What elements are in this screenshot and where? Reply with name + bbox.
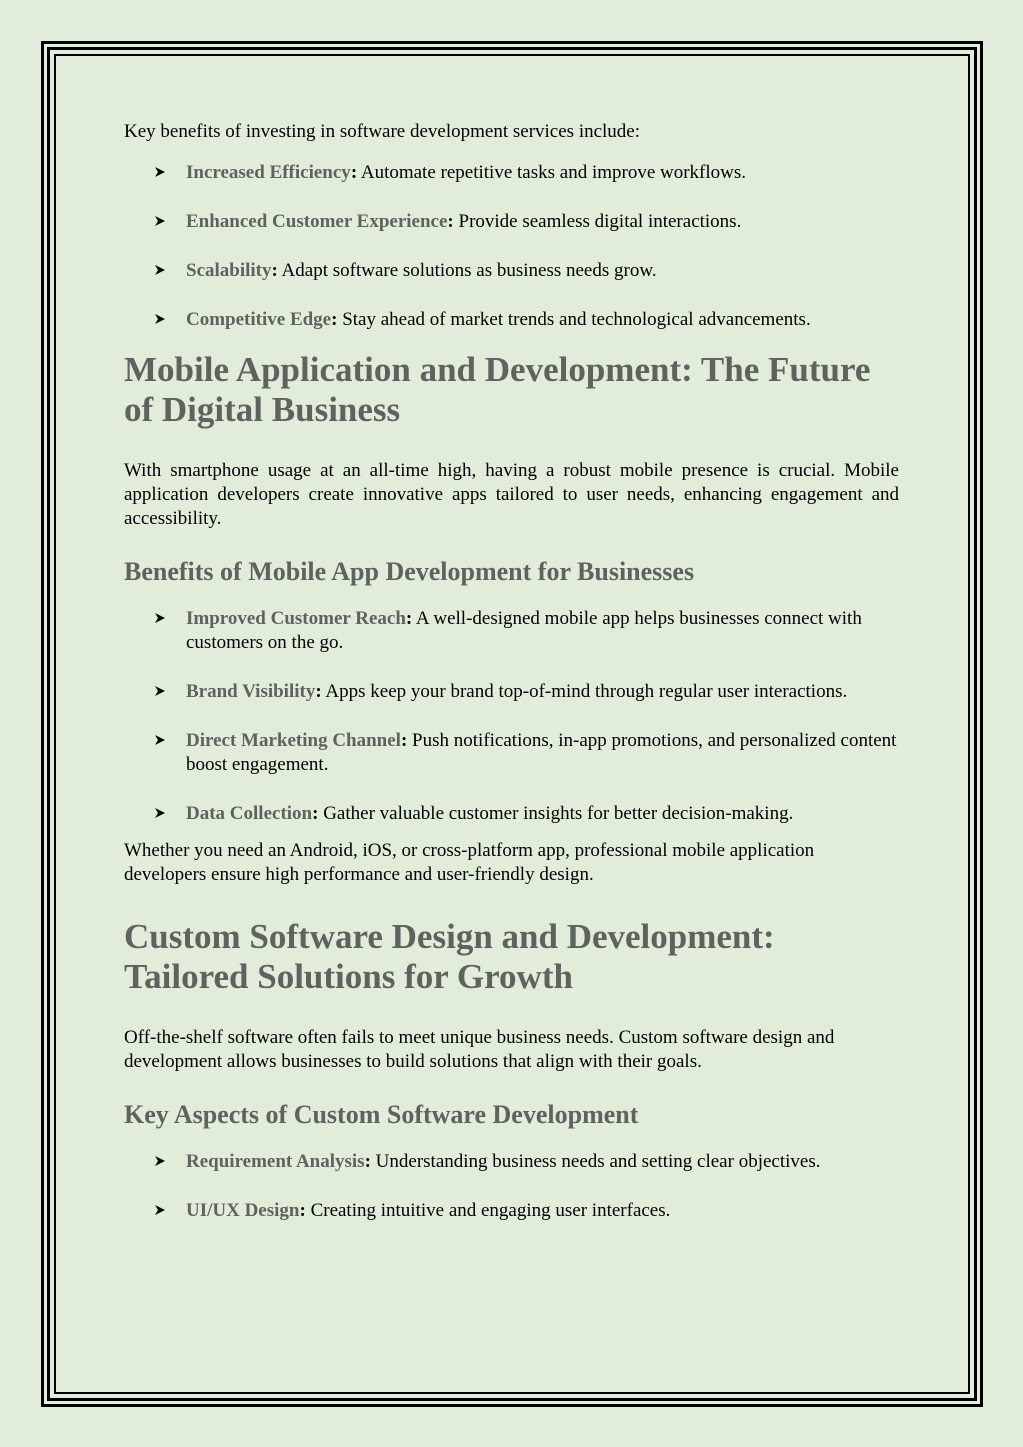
- arrow-bullet-icon: [155, 613, 165, 623]
- list-item: Data Collection: Gather valuable customer insights for better decision-making.: [124, 802, 899, 826]
- benefits-list: [124, 161, 899, 332]
- arrow-bullet-icon: [155, 1205, 165, 1215]
- mobile-intro-paragraph: With smartphone usage at an all-time high, having a robust mobile presence is crucial. Mobile application developers create innovative apps tailored to user needs, enhancing engagement and accessibility.: [124, 460, 899, 529]
- benefit-text: Provide seamless digital interactions.: [453, 211, 742, 232]
- arrow-bullet-icon: [155, 1156, 165, 1166]
- arrow-bullet-icon: [155, 265, 165, 275]
- list-item: Enhanced Customer Experience: Provide seamless digital interactions.: [124, 210, 899, 234]
- arrow-bullet-icon: [155, 808, 165, 818]
- mobile-closing-paragraph: Whether you need an Android, iOS, or cross-platform app, professional mobile application developers ensure high performance and user-friendly design.: [124, 840, 815, 885]
- intro-text: Key benefits of investing in software development services include:: [124, 121, 641, 142]
- document-content: [124, 120, 899, 1248]
- benefit-term: Competitive Edge: [186, 309, 332, 330]
- custom-aspects-subheading: Key Aspects of Custom Software Development: [124, 1100, 639, 1129]
- benefit-text: Automate repetitive tasks and improve workflows.: [357, 162, 747, 183]
- benefit-text: Understanding business needs and setting clear objectives.: [370, 1151, 821, 1172]
- benefit-text: Stay ahead of market trends and technological advancements.: [337, 309, 811, 330]
- arrow-bullet-icon: [155, 686, 165, 696]
- list-item: Increased Efficiency: Automate repetitive tasks and improve workflows.: [124, 161, 899, 185]
- arrow-bullet-icon: [155, 216, 165, 226]
- list-item: Direct Marketing Channel: Push notifications, in-app promotions, and personalized content boost engagement.: [124, 729, 899, 777]
- benefit-term: Direct Marketing Channel: [186, 730, 401, 751]
- custom-intro-paragraph: Off-the-shelf software often fails to meet unique business needs. Custom software design and development allows businesses to build solutions that align with their goals.: [124, 1027, 835, 1072]
- benefit-text: Push notifications, in-app promotions, and personalized content boost engagement.: [186, 730, 897, 775]
- list-item: Competitive Edge: Stay ahead of market trends and technological advancements.: [124, 308, 899, 332]
- benefit-term: Enhanced Customer Experience: [186, 211, 448, 232]
- list-item: Requirement Analysis: Understanding business needs and setting clear objectives.: [124, 1150, 899, 1174]
- list-item: Brand Visibility: Apps keep your brand top-of-mind through regular user interactions.: [124, 680, 899, 704]
- benefit-text: Apps keep your brand top-of-mind through regular user interactions.: [321, 681, 848, 702]
- arrow-bullet-icon: [155, 167, 165, 177]
- benefit-term: UI/UX Design: [186, 1200, 300, 1221]
- mobile-benefits-list: [124, 607, 899, 826]
- list-item: UI/UX Design: Creating intuitive and engaging user interfaces.: [124, 1199, 899, 1223]
- benefit-term: Improved Customer Reach: [186, 608, 406, 629]
- mobile-benefits-subheading: Benefits of Mobile App Development for Businesses: [124, 557, 695, 586]
- custom-section-heading: Custom Software Design and Development: Tailored Solutions for Growth: [124, 917, 775, 996]
- list-item: Improved Customer Reach: A well-designed mobile app helps businesses connect with customers on the go.: [124, 607, 899, 655]
- benefit-text: Gather valuable customer insights for better decision-making.: [318, 803, 794, 824]
- benefit-text: Creating intuitive and engaging user interfaces.: [305, 1200, 671, 1221]
- benefit-term: Brand Visibility: [186, 681, 316, 702]
- custom-aspects-list: [124, 1150, 899, 1223]
- benefit-text: Adapt software solutions as business needs grow.: [277, 260, 657, 281]
- benefit-term: Data Collection: [186, 803, 313, 824]
- benefit-term: Requirement Analysis: [186, 1151, 365, 1172]
- benefit-term: Increased Efficiency: [186, 162, 351, 183]
- benefit-term: Scalability: [186, 260, 272, 281]
- benefit-text: A well-designed mobile app helps businesses connect with customers on the go.: [186, 608, 862, 653]
- arrow-bullet-icon: [155, 735, 165, 745]
- mobile-section-heading: Mobile Application and Development: The Future of Digital Business: [124, 350, 871, 429]
- arrow-bullet-icon: [155, 314, 165, 324]
- list-item: Scalability: Adapt software solutions as business needs grow.: [124, 259, 899, 283]
